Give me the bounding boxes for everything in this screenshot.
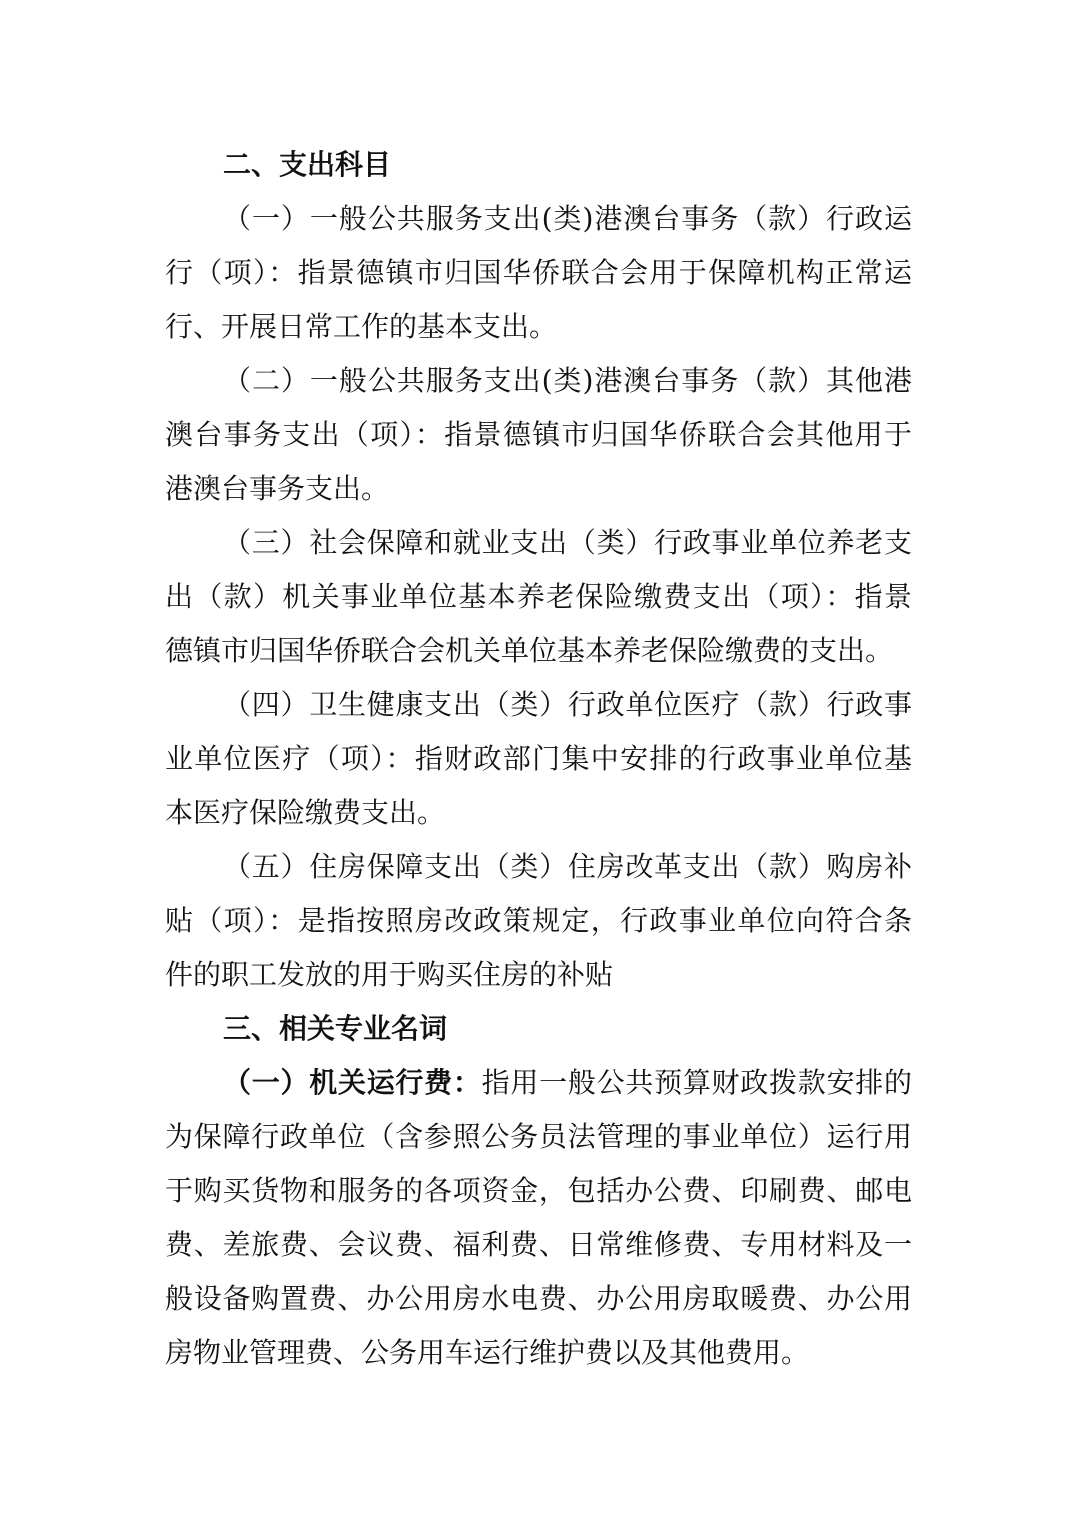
paragraph-line: 港澳台事务支出。 (165, 472, 390, 505)
paragraph-line: （四）卫生健康支出（类）行政单位医疗（款）行政事 (223, 688, 912, 721)
paragraph-line: 行（项）：指景德镇市归国华侨联合会用于保障机构正常运 (165, 256, 912, 289)
paragraph-line: 出（款）机关事业单位基本养老保险缴费支出（项）：指景 (165, 580, 912, 613)
paragraph (165, 1056, 912, 1380)
paragraph-line: 为保障行政单位（含参照公务员法管理的事业单位）运行用 (165, 1120, 912, 1153)
paragraph-line: 贴（项）：是指按照房改政策规定，行政事业单位向符合条 (165, 904, 912, 937)
paragraph-line (165, 1056, 912, 1110)
paragraph-line: （三）社会保障和就业支出（类）行政事业单位养老支 (223, 526, 912, 559)
paragraph (165, 840, 912, 1002)
paragraph-line: 本医疗保险缴费支出。 (165, 796, 446, 829)
section-heading (165, 138, 912, 192)
document-page (165, 138, 912, 1380)
heading-text: 三、相关专业名词 (223, 1012, 448, 1045)
paragraph (165, 192, 912, 354)
paragraph-line: 房物业管理费、公务用车运行维护费以及其他费用。 (165, 1336, 810, 1369)
heading-text: 二、支出科目 (223, 148, 392, 181)
paragraph-line: 件的职工发放的用于购买住房的补贴 (165, 958, 614, 991)
paragraph-line: 于购买货物和服务的各项资金，包括办公费、印刷费、邮电 (165, 1174, 912, 1207)
paragraph (165, 678, 912, 840)
term-label: （一）机关运行费： (223, 1066, 482, 1099)
section-heading (165, 1002, 912, 1056)
paragraph-line: 费、差旅费、会议费、福利费、日常维修费、专用材料及一 (165, 1228, 912, 1261)
paragraph-line: （五）住房保障支出（类）住房改革支出（款）购房补 (223, 850, 912, 883)
paragraph (165, 516, 912, 678)
paragraph-line: （二）一般公共服务支出(类)港澳台事务（款）其他港 (223, 364, 912, 397)
paragraph-line: 业单位医疗（项）：指财政部门集中安排的行政事业单位基 (165, 742, 912, 775)
paragraph-line: 行、开展日常工作的基本支出。 (165, 310, 558, 343)
term-definition: 指用一般公共预算财政拨款安排的 (481, 1066, 912, 1099)
paragraph-line: 德镇市归国华侨联合会机关单位基本养老保险缴费的支出。 (165, 634, 894, 667)
paragraph-line: （一）一般公共服务支出(类)港澳台事务（款）行政运 (223, 202, 912, 235)
paragraph-line: 般设备购置费、办公用房水电费、办公用房取暖费、办公用 (165, 1282, 912, 1315)
paragraph-line: 澳台事务支出（项）：指景德镇市归国华侨联合会其他用于 (165, 418, 912, 451)
paragraph (165, 354, 912, 516)
